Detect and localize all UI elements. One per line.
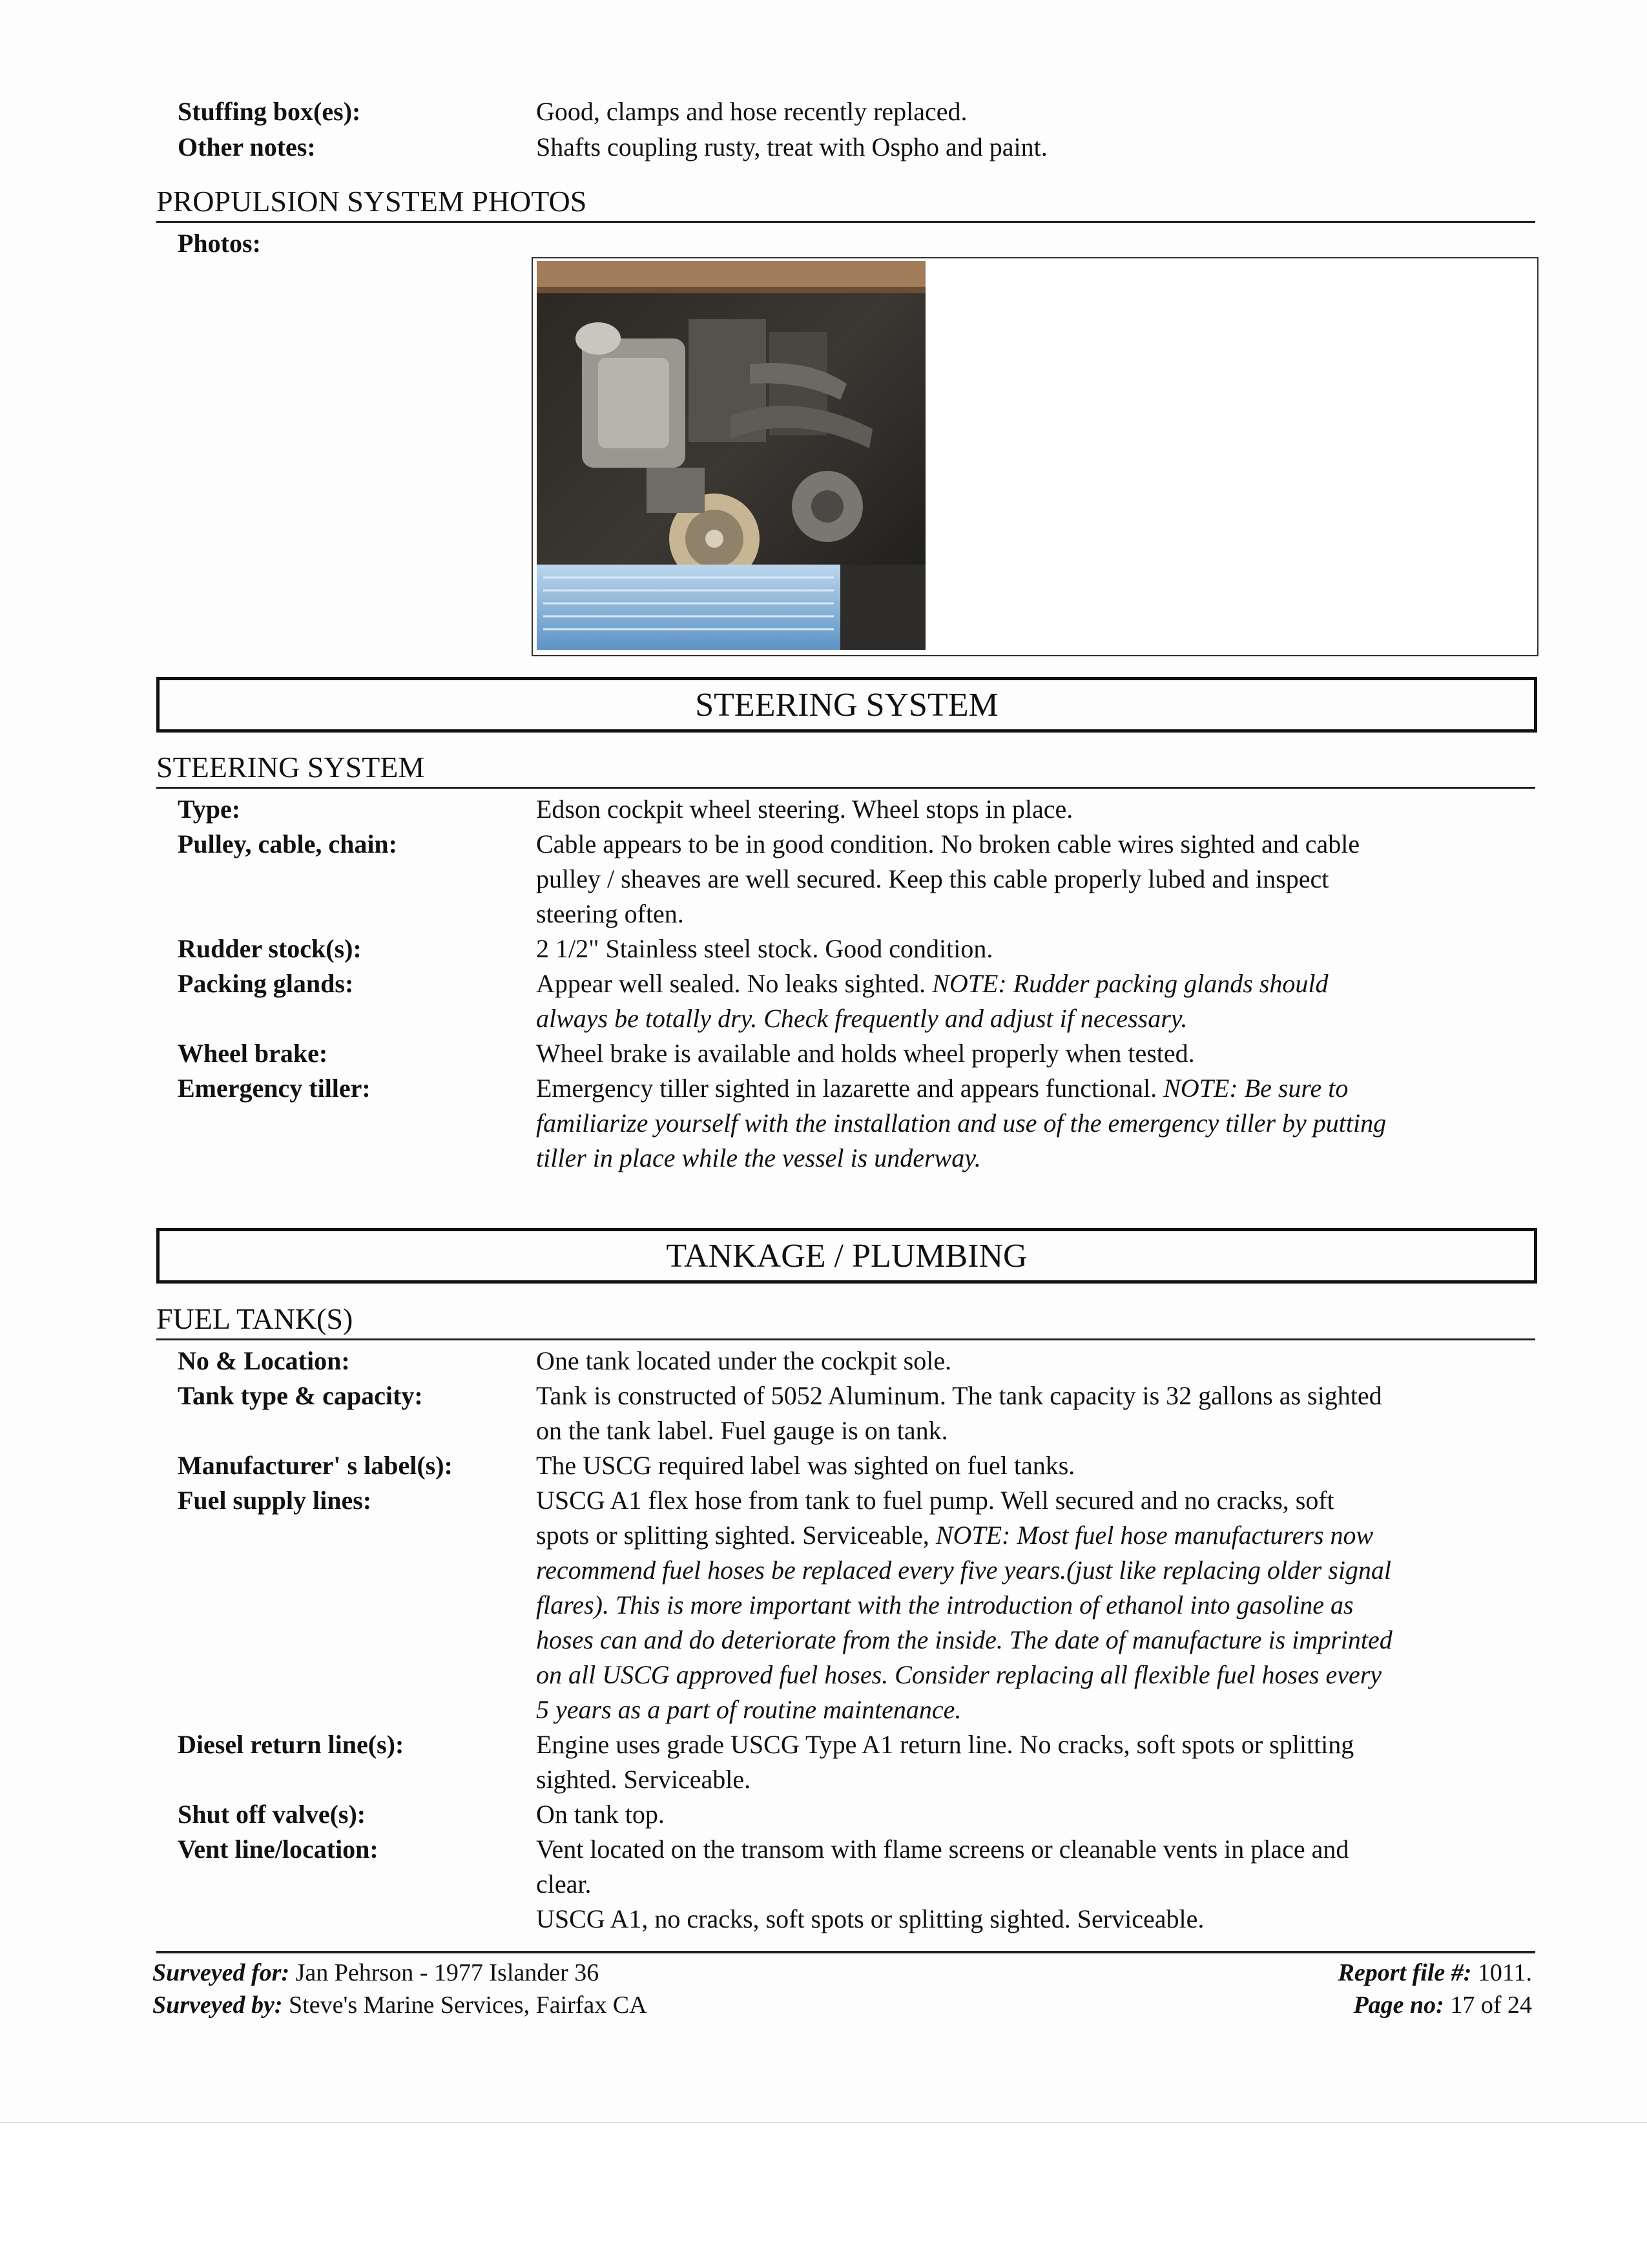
field-value (536, 1518, 1373, 1553)
footer-divider (156, 1951, 1535, 1953)
footer-surveyed-for (152, 1957, 599, 1988)
field-row-packing-glands (178, 966, 1534, 1001)
field-row-continuation (178, 1588, 1534, 1623)
field-value: on the tank label. Fuel gauge is on tank. (536, 1416, 948, 1445)
field-row-shut-off-valves (178, 1797, 1534, 1832)
note-text: NOTE: Most fuel hose manufacturers now (935, 1521, 1374, 1550)
field-row-no-location (178, 1344, 1534, 1378)
section-banner-steering: STEERING SYSTEM (156, 677, 1537, 733)
footer-value: Steve's Marine Services, Fairfax CA (289, 1992, 647, 2019)
note-text: always be totally dry. Check frequently and adjust if necessary. (536, 1004, 1188, 1033)
field-row-wheel-brake (178, 1036, 1534, 1071)
field-row-photos (178, 226, 1534, 261)
footer-value: 17 of 24 (1450, 1992, 1532, 2019)
field-value (536, 966, 1328, 1001)
field-value: On tank top. (536, 1800, 665, 1829)
field-value: clear. (536, 1869, 592, 1899)
field-row-continuation (178, 1623, 1534, 1658)
field-row-emergency-tiller (178, 1071, 1534, 1106)
section-heading-steering: STEERING SYSTEM (156, 751, 425, 784)
field-value (536, 1623, 1393, 1658)
field-value (536, 1553, 1391, 1588)
footer-value: Jan Pehrson - 1977 Islander 36 (295, 1959, 599, 1986)
field-row-pulley-cable-chain (178, 827, 1534, 862)
field-row-continuation (178, 862, 1534, 897)
field-label: Vent line/location: (178, 1835, 378, 1864)
field-row-continuation (178, 1413, 1534, 1448)
field-label: Shut off valve(s): (178, 1800, 366, 1829)
field-label: Photos: (178, 229, 261, 258)
section-banner-tankage: TANKAGE / PLUMBING (156, 1228, 1537, 1284)
section-heading-fuel-tanks: FUEL TANK(S) (156, 1302, 353, 1335)
engine-photo (537, 261, 926, 650)
field-label: Packing glands: (178, 969, 354, 998)
footer-label: Surveyed for: (152, 1959, 290, 1986)
section-divider (156, 1338, 1535, 1340)
photo-frame (532, 257, 1538, 656)
field-row-continuation (178, 897, 1534, 931)
field-label: Fuel supply lines: (178, 1486, 372, 1515)
field-value (536, 1692, 961, 1727)
field-value: One tank located under the cockpit sole. (536, 1346, 952, 1375)
field-value: USCG A1, no cracks, soft spots or splitting sighted. Serviceable. (536, 1904, 1205, 1933)
field-value (536, 1001, 1187, 1036)
field-row-continuation (178, 1692, 1534, 1727)
field-value: Good, clamps and hose recently replaced. (536, 97, 968, 126)
note-text: 5 years as a part of routine maintenance. (536, 1695, 962, 1724)
field-row-continuation (178, 1106, 1534, 1141)
field-label: Manufacturer' s label(s): (178, 1451, 453, 1480)
section-divider (156, 787, 1535, 789)
footer-value: 1011. (1477, 1959, 1532, 1986)
footer-page-number (1353, 1990, 1532, 2021)
field-value: Wheel brake is available and holds wheel properly when tested. (536, 1039, 1195, 1068)
note-text: hoses can and do deteriorate from the inside. The date of manufacture is imprinted (536, 1625, 1393, 1654)
field-value: USCG A1 flex hose from tank to fuel pump. Well secured and no cracks, soft (536, 1486, 1334, 1515)
field-label: Tank type & capacity: (178, 1381, 423, 1410)
field-label: Rudder stock(s): (178, 934, 362, 963)
field-row-other-notes (178, 130, 1534, 165)
footer-label: Page no: (1353, 1992, 1444, 2019)
field-value: Cable appears to be in good condition. No broken cable wires sighted and cable (536, 829, 1360, 858)
value-text: spots or splitting sighted. Serviceable, (536, 1521, 936, 1550)
field-row-type (178, 792, 1534, 827)
field-label: Stuffing box(es): (178, 97, 361, 126)
footer-surveyed-by (152, 1990, 647, 2021)
field-row-continuation (178, 1001, 1534, 1036)
field-value (536, 1106, 1386, 1141)
note-text: NOTE: Be sure to (1163, 1074, 1349, 1103)
field-row-continuation (178, 1867, 1534, 1902)
field-label: Wheel brake: (178, 1039, 328, 1068)
field-row-stuffing-box (178, 94, 1534, 129)
field-value (536, 1658, 1382, 1692)
scan-margin (0, 2122, 1647, 2268)
field-label: Diesel return line(s): (178, 1730, 404, 1759)
field-row-fuel-supply-lines (178, 1483, 1534, 1518)
field-value: Tank is constructed of 5052 Aluminum. The tank capacity is 32 gallons as sighted (536, 1381, 1382, 1410)
note-text: flares). This is more important with the introduction of ethanol into gasoline as (536, 1590, 1354, 1619)
note-text: on all USCG approved fuel hoses. Consider replacing all flexible fuel hoses every (536, 1660, 1382, 1689)
note-text: NOTE: Rudder packing glands should (932, 969, 1329, 998)
value-text: Emergency tiller sighted in lazarette and appears functional. (536, 1074, 1164, 1103)
field-label: Type: (178, 795, 241, 824)
note-text: recommend fuel hoses be replaced every five years.(just like replacing older signal (536, 1555, 1392, 1585)
field-value: sighted. Serviceable. (536, 1765, 751, 1794)
footer-label: Surveyed by: (152, 1992, 283, 2019)
field-row-tank-type-capacity (178, 1378, 1534, 1413)
field-row-continuation (178, 1141, 1534, 1176)
field-label: Emergency tiller: (178, 1074, 371, 1103)
field-label: No & Location: (178, 1346, 350, 1375)
note-text: tiller in place while the vessel is underway. (536, 1143, 981, 1172)
field-value: Shafts coupling rusty, treat with Ospho and paint. (536, 132, 1048, 161)
field-label: Pulley, cable, chain: (178, 829, 397, 858)
field-value: steering often. (536, 899, 684, 928)
field-value: pulley / sheaves are well secured. Keep this cable properly lubed and inspect (536, 864, 1329, 893)
field-value: 2 1/2" Stainless steel stock. Good condition. (536, 934, 993, 963)
footer-label: Report file #: (1338, 1959, 1472, 1986)
field-row-rudder-stock (178, 931, 1534, 966)
note-text: familiarize yourself with the installation and use of the emergency tiller by putting (536, 1108, 1387, 1138)
field-row-continuation (178, 1902, 1534, 1937)
field-value: Engine uses grade USCG Type A1 return line. No cracks, soft spots or splitting (536, 1730, 1354, 1759)
field-row-continuation (178, 1518, 1534, 1553)
field-value: The USCG required label was sighted on fuel tanks. (536, 1451, 1075, 1480)
field-label: Other notes: (178, 132, 316, 161)
field-value (536, 1588, 1354, 1623)
field-row-continuation (178, 1762, 1534, 1797)
section-heading-propulsion-photos: PROPULSION SYSTEM PHOTOS (156, 185, 587, 218)
field-row-continuation (178, 1658, 1534, 1692)
value-text: Appear well sealed. No leaks sighted. (536, 969, 933, 998)
field-value (536, 1141, 981, 1176)
field-value (536, 1071, 1348, 1106)
field-row-continuation (178, 1553, 1534, 1588)
footer-report-file (1338, 1957, 1532, 1988)
field-row-vent-line-location (178, 1832, 1534, 1867)
field-row-diesel-return-lines (178, 1727, 1534, 1762)
section-divider (156, 221, 1535, 223)
field-value: Vent located on the transom with flame screens or cleanable vents in place and (536, 1835, 1349, 1864)
field-row-manufacturer-label (178, 1448, 1534, 1483)
field-value: Edson cockpit wheel steering. Wheel stops in place. (536, 795, 1073, 824)
